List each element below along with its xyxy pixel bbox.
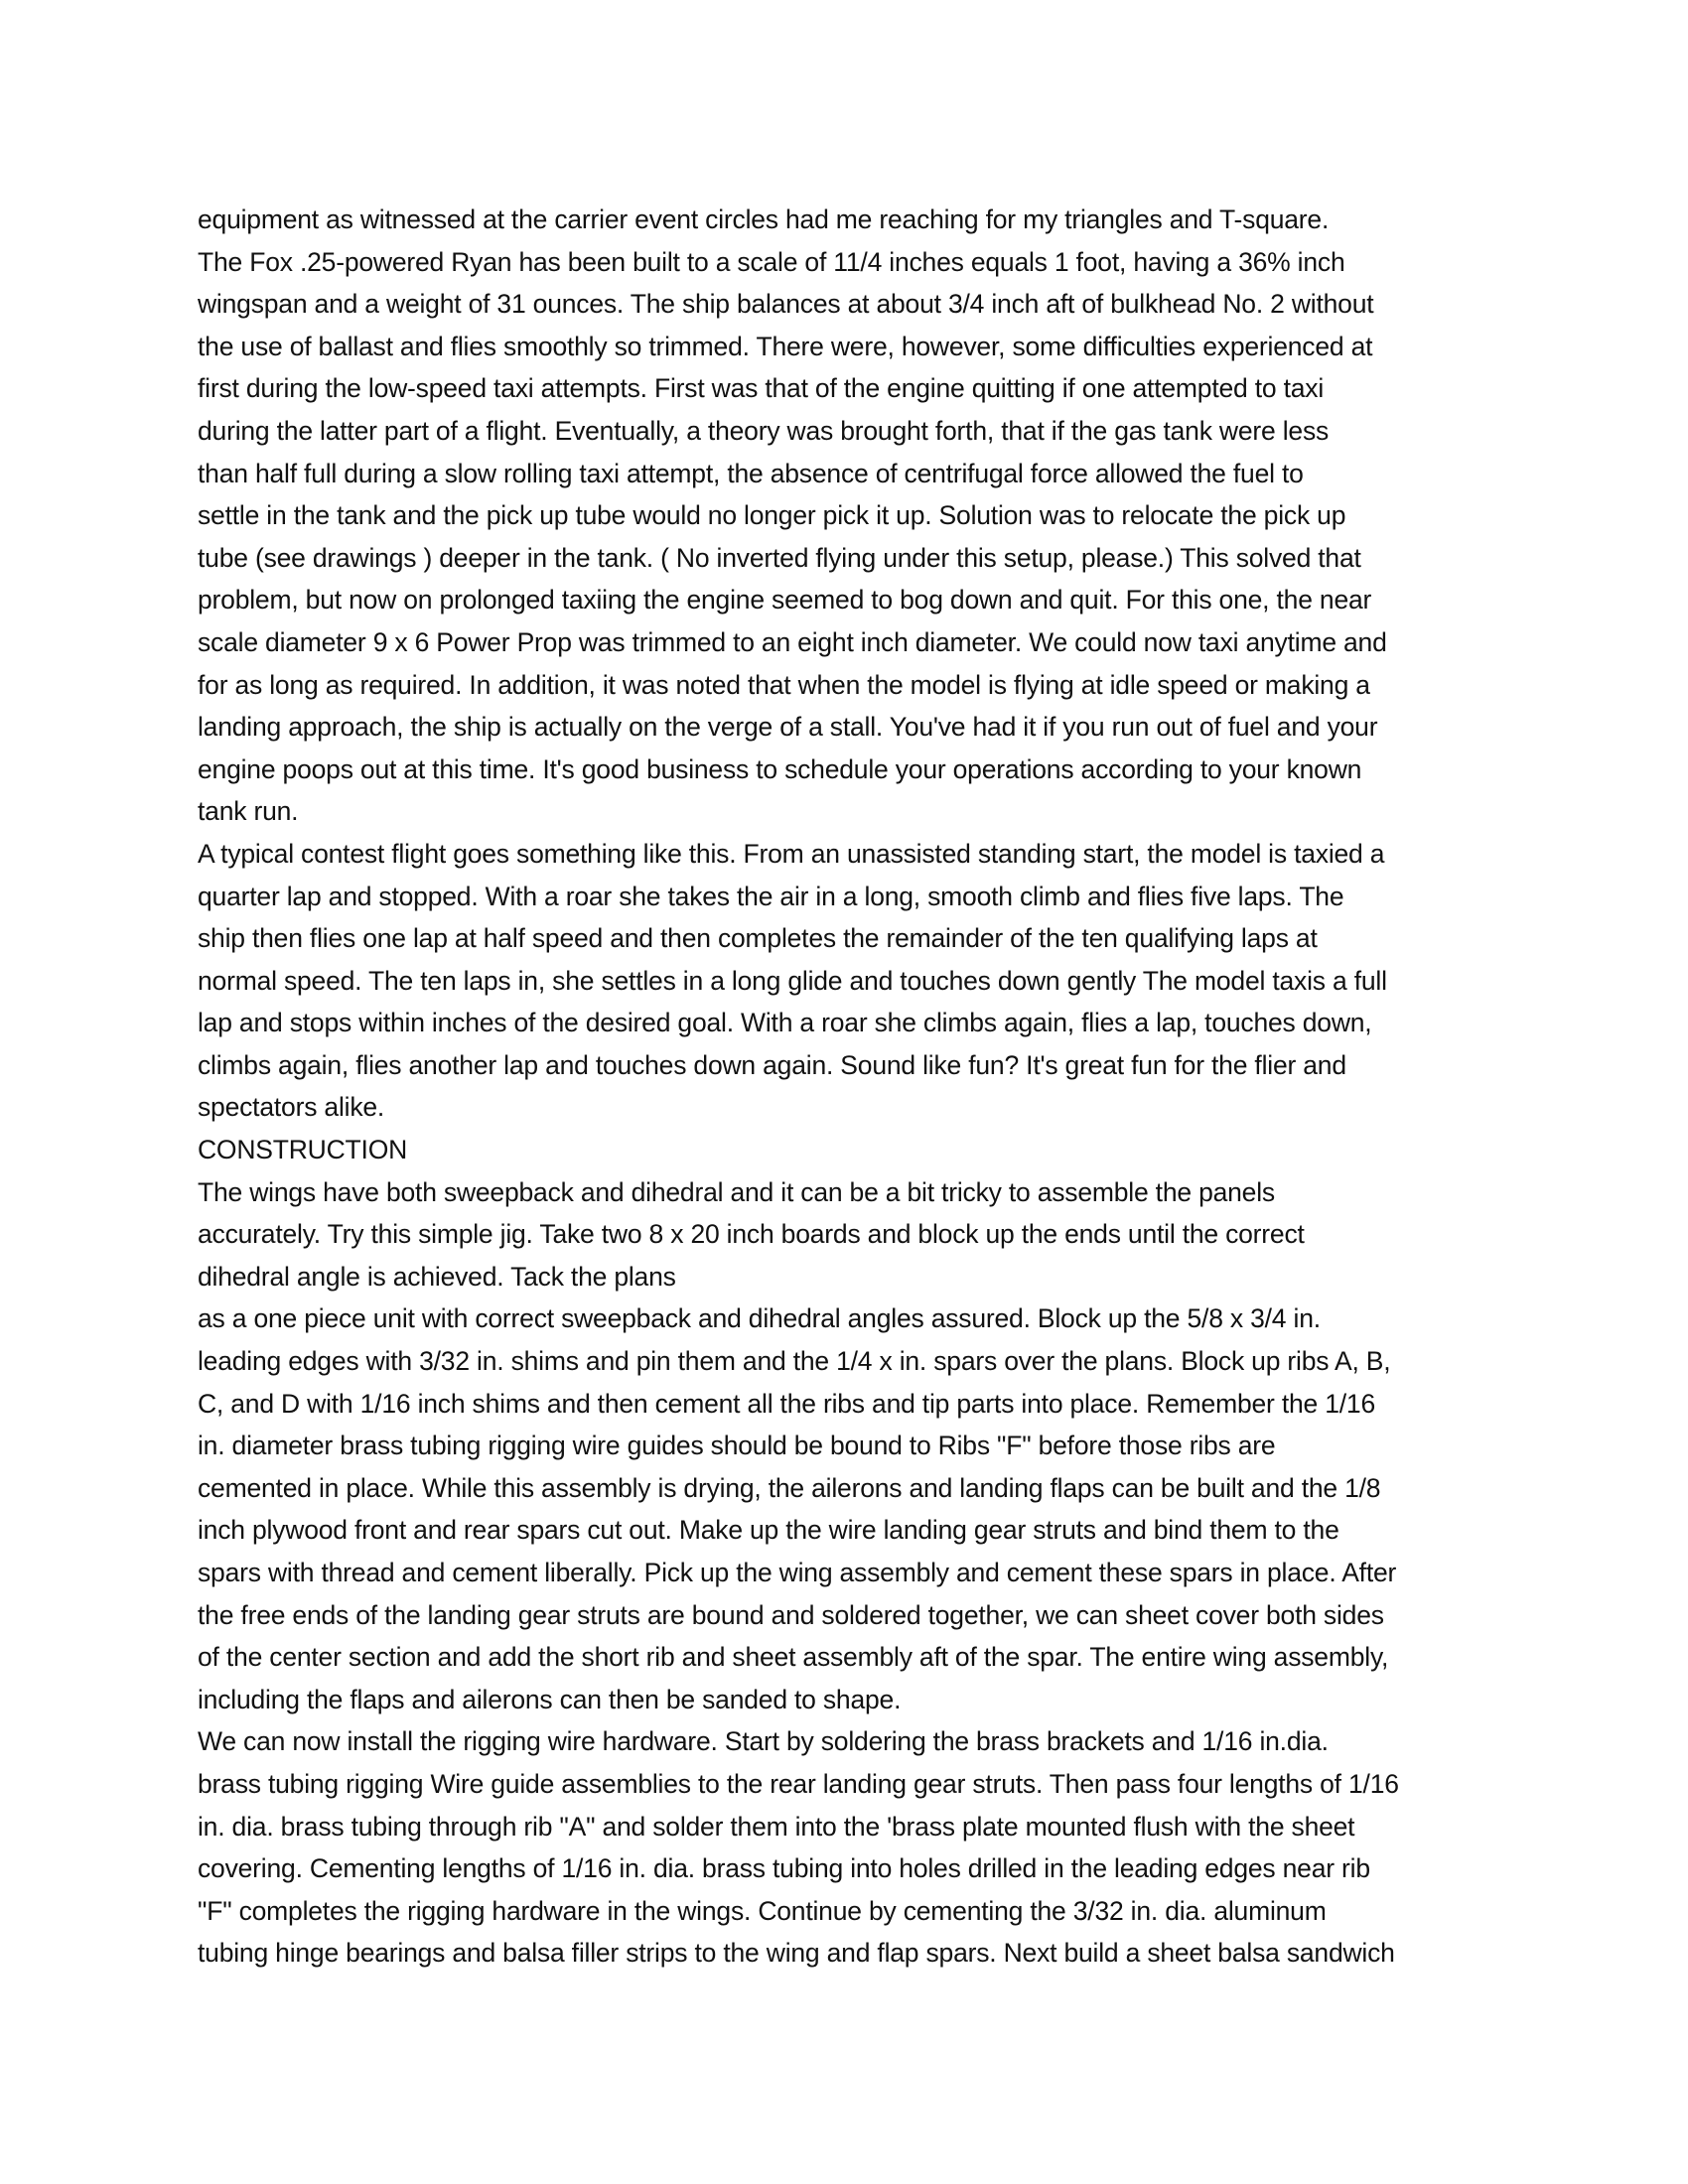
text-line: A typical contest flight goes something like this. From an unassisted standing start, the model is taxied a [198, 838, 1385, 869]
text-line: scale diameter 9 x 6 Power Prop was trimmed to an eight inch diameter. We could now taxi anytime and [198, 626, 1387, 657]
text-line: "F" completes the rigging hardware in the wings. Continue by cementing the 3/32 in. dia. aluminum [198, 1895, 1327, 1926]
document-page [198, 199, 1508, 1975]
text-line: dihedral angle is achieved. Tack the plans [198, 1261, 676, 1292]
text-line: cemented in place. While this assembly is drying, the ailerons and landing flaps can be built and the 1/8 [198, 1472, 1381, 1503]
text-line: lap and stops within inches of the desired goal. With a roar she climbs again, flies a lap, touches down, [198, 1008, 1372, 1038]
text-line: covering. Cementing lengths of 1/16 in. dia. brass tubing into holes drilled in the leading edges near rib [198, 1853, 1370, 1884]
text-line: in. diameter brass tubing rigging wire guides should be bound to Ribs "F" before those ribs are [198, 1431, 1276, 1461]
text-line: including the flaps and ailerons can then be sanded to shape. [198, 1684, 902, 1714]
text-line: of the center section and add the short rib and sheet assembly aft of the spar. The entire wing assembly, [198, 1642, 1389, 1673]
text-line: landing approach, the ship is actually on the verge of a stall. You've had it if you run out of fuel and your [198, 712, 1378, 743]
text-line: equipment as witnessed at the carrier event circles had me reaching for my triangles and T-square. [198, 205, 1330, 234]
text-line: tank run. [198, 796, 299, 827]
text-line: C, and D with 1/16 inch shims and then cement all the ribs and tip parts into place. Remember the 1/16 [198, 1388, 1375, 1419]
text-line: problem, but now on prolonged taxiing the engine seemed to bog down and quit. For this one, the near [198, 585, 1372, 615]
text-line: leading edges with 3/32 in. shims and pin them and the 1/4 x in. spars over the plans. Block up ribs A, B, [198, 1346, 1391, 1377]
text-line: in. dia. brass tubing through rib "A" and solder them into the 'brass plate mounted flush with the sheet [198, 1811, 1355, 1842]
text-line: for as long as required. In addition, it was noted that when the model is flying at idle speed or making a [198, 669, 1370, 700]
text-line: quarter lap and stopped. With a roar she takes the air in a long, smooth climb and flies five laps. The [198, 881, 1344, 911]
text-line: accurately. Try this simple jig. Take two 8 x 20 inch boards and block up the ends until the correct [198, 1219, 1305, 1250]
text-line: settle in the tank and the pick up tube would no longer pick it up. Solution was to relocate the pick up [198, 500, 1346, 531]
text-line: spectators alike. [198, 1092, 385, 1123]
text-line: ship then flies one lap at half speed and then completes the remainder of the ten qualifying laps at [198, 923, 1318, 954]
text-line: inch plywood front and rear spars cut out. Make up the wire landing gear struts and bind them to the [198, 1515, 1339, 1546]
text-line: tubing hinge bearings and balsa filler strips to the wing and flap spars. Next build a sheet balsa sandwich [198, 1938, 1395, 1969]
text-line: than half full during a slow rolling taxi attempt, the absence of centrifugal force allowed the fuel to [198, 458, 1304, 488]
text-line: as a one piece unit with correct sweepback and dihedral angles assured. Block up the 5/8 x 3/4 in. [198, 1303, 1321, 1334]
text-line: the free ends of the landing gear struts are bound and soldered together, we can sheet cover both sides [198, 1599, 1384, 1630]
text-line: the use of ballast and flies smoothly so trimmed. There were, however, some difficulties experienced at [198, 331, 1373, 361]
section-heading: CONSTRUCTION [198, 1135, 408, 1165]
text-line: tube (see drawings ) deeper in the tank. ( No inverted flying under this setup, please.) This solved that [198, 542, 1361, 573]
text-line: We can now install the rigging wire hardware. Start by soldering the brass brackets and 1/16 in.dia. [198, 1726, 1329, 1757]
text-line: climbs again, flies another lap and touches down again. Sound like fun? It's great fun for the flier and [198, 1049, 1346, 1080]
text-line: first during the low-speed taxi attempts. First was that of the engine quitting if one attempted to taxi [198, 373, 1325, 404]
text-line: The Fox .25-powered Ryan has been built to a scale of 11/4 inches equals 1 foot, having a 36% inch [198, 246, 1345, 277]
text-line: The wings have both sweepback and dihedral and it can be a bit tricky to assemble the panels [198, 1176, 1275, 1207]
text-line: brass tubing rigging Wire guide assemblies to the rear landing gear struts. Then pass four lengths of 1/16 [198, 1768, 1399, 1799]
text-line: engine poops out at this time. It's good business to schedule your operations according to your known [198, 753, 1362, 784]
text-line: spars with thread and cement liberally. Pick up the wing assembly and cement these spars in place. After [198, 1558, 1397, 1587]
text-line: wingspan and a weight of 31 ounces. The ship balances at about 3/4 inch aft of bulkhead No. 2 without [198, 289, 1374, 320]
text-line: normal speed. The ten laps in, she settles in a long glide and touches down gently The model taxis a full [198, 965, 1387, 996]
text-line: during the latter part of a flight. Eventually, a theory was brought forth, that if the gas tank were less [198, 415, 1330, 446]
